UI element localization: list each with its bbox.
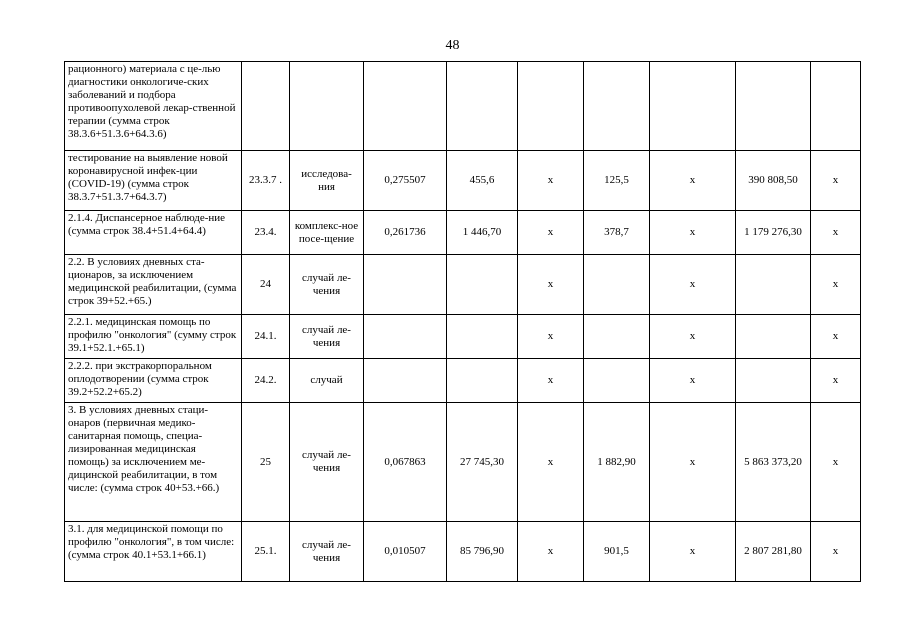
row-value-7: х xyxy=(811,211,861,255)
row-value-1 xyxy=(364,315,447,359)
row-value-4: 1 882,90 xyxy=(584,403,650,522)
row-value-6 xyxy=(736,62,811,151)
row-value-5: х xyxy=(650,211,736,255)
row-value-7: х xyxy=(811,359,861,403)
row-unit: случай ле-чения xyxy=(290,522,364,582)
row-value-1 xyxy=(364,359,447,403)
row-unit: случай ле-чения xyxy=(290,255,364,315)
row-value-5: х xyxy=(650,522,736,582)
row-value-4 xyxy=(584,315,650,359)
row-value-5: х xyxy=(650,359,736,403)
row-value-6: 390 808,50 xyxy=(736,151,811,211)
row-unit: случай ле-чения xyxy=(290,403,364,522)
row-description: 2.1.4. Диспансерное наблюде-ние (сумма строк 38.4+51.4+64.4) xyxy=(65,211,242,255)
row-value-7: х xyxy=(811,255,861,315)
page-number: 48 xyxy=(445,38,460,53)
row-value-4 xyxy=(584,62,650,151)
data-table xyxy=(64,61,861,582)
row-value-3 xyxy=(518,62,584,151)
row-value-2: 85 796,90 xyxy=(447,522,518,582)
row-unit: комплекс-ное посе-щение xyxy=(290,211,364,255)
row-unit: случай ле-чения xyxy=(290,315,364,359)
row-value-4 xyxy=(584,255,650,315)
row-unit: случай xyxy=(290,359,364,403)
row-code: 24 xyxy=(242,255,290,315)
row-value-6 xyxy=(736,359,811,403)
row-value-1: 0,067863 xyxy=(364,403,447,522)
row-description: тестирование на выявление новой коронавирусной инфек-ции (COVID-19) (сумма строк 38.3.7+51.3.7+64.3.7) xyxy=(65,151,242,211)
row-code: 25 xyxy=(242,403,290,522)
row-description: 3. В условиях дневных стаци-онаров (первичная медико-санитарная помощь, специа-лизированная медицинская помощь) за исключением ме-дицинской реабилитации, в том числе: (сумма строк 40+53.+66.) xyxy=(65,403,242,522)
row-code: 24.1. xyxy=(242,315,290,359)
row-value-5 xyxy=(650,62,736,151)
row-value-2 xyxy=(447,359,518,403)
row-value-7: х xyxy=(811,315,861,359)
row-value-3: х xyxy=(518,522,584,582)
row-value-2: 455,6 xyxy=(447,151,518,211)
row-value-1: 0,275507 xyxy=(364,151,447,211)
row-code: 25.1. xyxy=(242,522,290,582)
row-value-5: х xyxy=(650,255,736,315)
table-row xyxy=(65,403,861,522)
row-value-4: 901,5 xyxy=(584,522,650,582)
row-description: 2.2.2. при экстракорпоральном оплодотворении (сумма строк 39.2+52.2+65.2) xyxy=(65,359,242,403)
row-value-7: х xyxy=(811,151,861,211)
row-value-6 xyxy=(736,315,811,359)
row-code: 23.4. xyxy=(242,211,290,255)
row-description: 3.1. для медицинской помощи по профилю "онкология", в том числе: (сумма строк 40.1+53.1+66.1) xyxy=(65,522,242,582)
row-value-5: х xyxy=(650,403,736,522)
row-value-7: х xyxy=(811,522,861,582)
row-description: 2.2.1. медицинская помощь по профилю "онкология" (сумму строк 39.1+52.1.+65.1) xyxy=(65,315,242,359)
table-row xyxy=(65,315,861,359)
table-body xyxy=(65,62,861,582)
row-value-2 xyxy=(447,62,518,151)
row-description: рационного) материала с це-лью диагностики онкологиче-ских заболеваний и подбора противоопухолевой лекар-ственной терапии (сумма строк 38.3.6+51.3.6+64.3.6) xyxy=(65,62,242,151)
row-value-1: 0,261736 xyxy=(364,211,447,255)
row-value-1: 0,010507 xyxy=(364,522,447,582)
row-value-3: х xyxy=(518,255,584,315)
table-row xyxy=(65,151,861,211)
row-value-6 xyxy=(736,255,811,315)
row-value-2: 27 745,30 xyxy=(447,403,518,522)
row-value-4: 378,7 xyxy=(584,211,650,255)
row-value-4: 125,5 xyxy=(584,151,650,211)
row-value-1 xyxy=(364,255,447,315)
row-code: 24.2. xyxy=(242,359,290,403)
row-value-4 xyxy=(584,359,650,403)
table-row xyxy=(65,211,861,255)
table-row xyxy=(65,522,861,582)
row-value-3: х xyxy=(518,211,584,255)
row-unit: исследова-ния xyxy=(290,151,364,211)
table-row xyxy=(65,255,861,315)
row-value-2: 1 446,70 xyxy=(447,211,518,255)
row-code xyxy=(242,62,290,151)
row-code: 23.3.7 . xyxy=(242,151,290,211)
row-value-2 xyxy=(447,315,518,359)
row-value-3: х xyxy=(518,403,584,522)
row-value-6: 2 807 281,80 xyxy=(736,522,811,582)
row-value-2 xyxy=(447,255,518,315)
row-value-5: х xyxy=(650,151,736,211)
row-value-3: х xyxy=(518,315,584,359)
table-row xyxy=(65,359,861,403)
row-value-6: 5 863 373,20 xyxy=(736,403,811,522)
row-description: 2.2. В условиях дневных ста-ционаров, за исключением медицинской реабилитации, (сумма строк 39+52.+65.) xyxy=(65,255,242,315)
table-row xyxy=(65,62,861,151)
row-value-7 xyxy=(811,62,861,151)
row-value-3: х xyxy=(518,359,584,403)
row-unit xyxy=(290,62,364,151)
row-value-6: 1 179 276,30 xyxy=(736,211,811,255)
row-value-5: х xyxy=(650,315,736,359)
row-value-3: х xyxy=(518,151,584,211)
row-value-7: х xyxy=(811,403,861,522)
row-value-1 xyxy=(364,62,447,151)
